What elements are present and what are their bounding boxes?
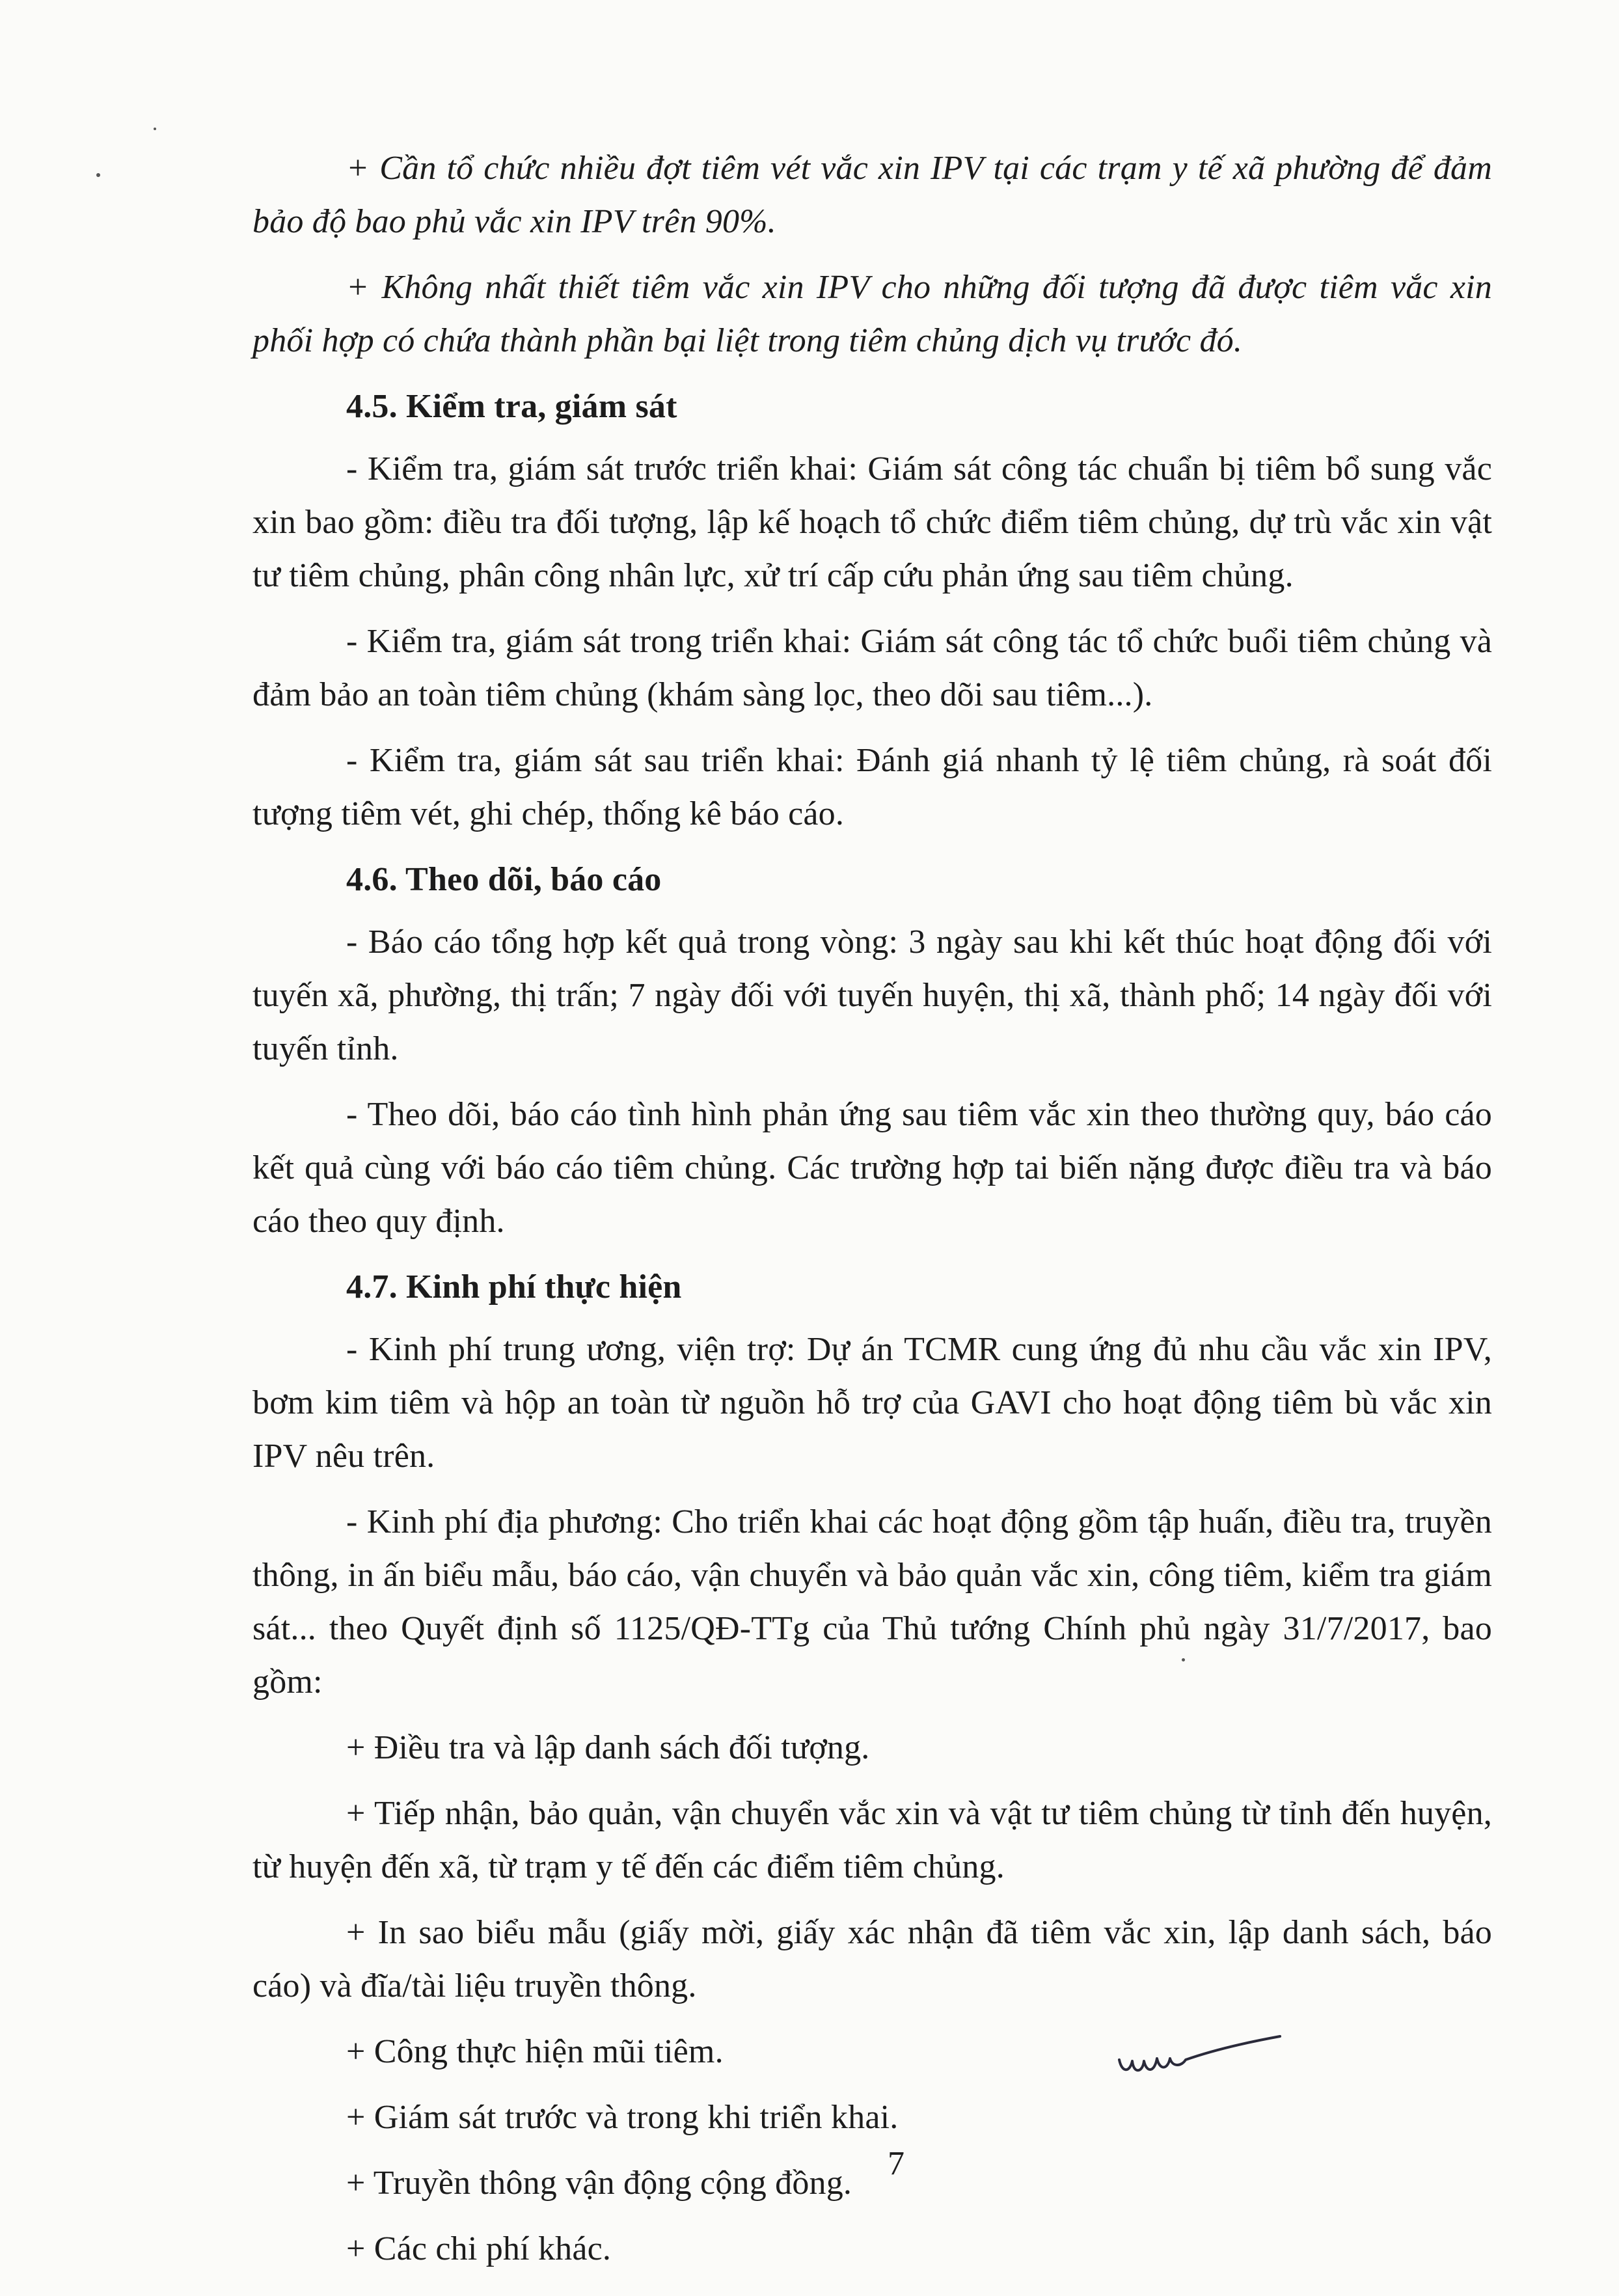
- signature-initials: [1114, 2027, 1283, 2086]
- paragraph-ipv-not-required: + Không nhất thiết tiêm vắc xin IPV cho những đối tượng đã được tiêm vắc xin phối hợp có chứa thành phần bại liệt trong tiêm chủng dịch vụ trước đó.: [252, 269, 1492, 359]
- list-item-supervision: + Giám sát trước và trong khi triển khai.: [346, 2099, 899, 2136]
- scan-speck: [154, 128, 156, 130]
- document-body: [252, 142, 1492, 2288]
- list-item-transport: + Tiếp nhận, bảo quản, vận chuyển vắc xin và vật tư tiêm chủng từ tỉnh đến huyện, từ huyện đến xã, từ trạm y tế đến các điểm tiêm chủng.: [252, 1795, 1492, 1885]
- section-heading-4-6: 4.6. Theo dõi, báo cáo: [346, 861, 662, 898]
- section-heading-4-5: 4.5. Kiểm tra, giám sát: [346, 388, 677, 425]
- list-item-survey: + Điều tra và lập danh sách đối tượng.: [346, 1729, 870, 1766]
- section-heading-4-7: 4.7. Kinh phí thực hiện: [346, 1268, 682, 1305]
- list-item-printing: + In sao biểu mẫu (giấy mời, giấy xác nhận đã tiêm vắc xin, lập danh sách, báo cáo) và đĩa/tài liệu truyền thông.: [252, 1914, 1492, 2004]
- paragraph-report-deadlines: - Báo cáo tổng hợp kết quả trong vòng: 3 ngày sau khi kết thúc hoạt động đối với tuyến xã, phường, thị trấn; 7 ngày đối với tuyến huyện, thị xã, thành phố; 14 ngày đối với tuyến tỉnh.: [252, 923, 1492, 1067]
- paragraph-local-funding: - Kinh phí địa phương: Cho triển khai các hoạt động gồm tập huấn, điều tra, truyền thông, in ấn biểu mẫu, báo cáo, vận chuyển và bảo quản vắc xin, công tiêm, kiểm tra giám sát... theo Quyết định số 1125/QĐ-TTg của Thủ tướng Chính phủ ngày 31/7/2017, bao gồm:: [252, 1503, 1492, 1701]
- scan-speck: [96, 173, 100, 177]
- list-item-injection-labor: + Công thực hiện mũi tiêm.: [346, 2033, 724, 2070]
- list-item-other-costs: + Các chi phí khác.: [346, 2230, 612, 2267]
- paragraph-ipv-sweep: + Cần tổ chức nhiều đợt tiêm vét vắc xin IPV tại các trạm y tế xã phường để đảm bảo độ bao phủ vắc xin IPV trên 90%.: [252, 150, 1492, 240]
- page-number: 7: [888, 2145, 905, 2182]
- paragraph-pre-deployment-check: - Kiểm tra, giám sát trước triển khai: Giám sát công tác chuẩn bị tiêm bổ sung vắc xin bao gồm: điều tra đối tượng, lập kế hoạch tổ chức điểm tiêm chủng, dự trù vắc xin vật tư tiêm chủng, phân công nhân lực, xử trí cấp cứu phản ứng sau tiêm chủng.: [252, 450, 1492, 594]
- paragraph-central-funding: - Kinh phí trung ương, viện trợ: Dự án TCMR cung ứng đủ nhu cầu vắc xin IPV, bơm kim tiêm và hộp an toàn từ nguồn hỗ trợ của GAVI cho hoạt động tiêm bù vắc xin IPV nêu trên.: [252, 1331, 1492, 1475]
- list-item-communication: + Truyền thông vận động cộng đồng.: [346, 2165, 852, 2202]
- paragraph-during-deployment-check: - Kiểm tra, giám sát trong triển khai: Giám sát công tác tổ chức buổi tiêm chủng và đảm bảo an toàn tiêm chủng (khám sàng lọc, theo dõi sau tiêm...).: [252, 623, 1492, 713]
- paragraph-post-deployment-check: - Kiểm tra, giám sát sau triển khai: Đánh giá nhanh tỷ lệ tiêm chủng, rà soát đối tượng tiêm vét, ghi chép, thống kê báo cáo.: [252, 742, 1492, 832]
- paragraph-reaction-monitoring: - Theo dõi, báo cáo tình hình phản ứng sau tiêm vắc xin theo thường quy, báo cáo kết quả cùng với báo cáo tiêm chủng. Các trường hợp tai biến nặng được điều tra và báo cáo theo quy định.: [252, 1096, 1492, 1240]
